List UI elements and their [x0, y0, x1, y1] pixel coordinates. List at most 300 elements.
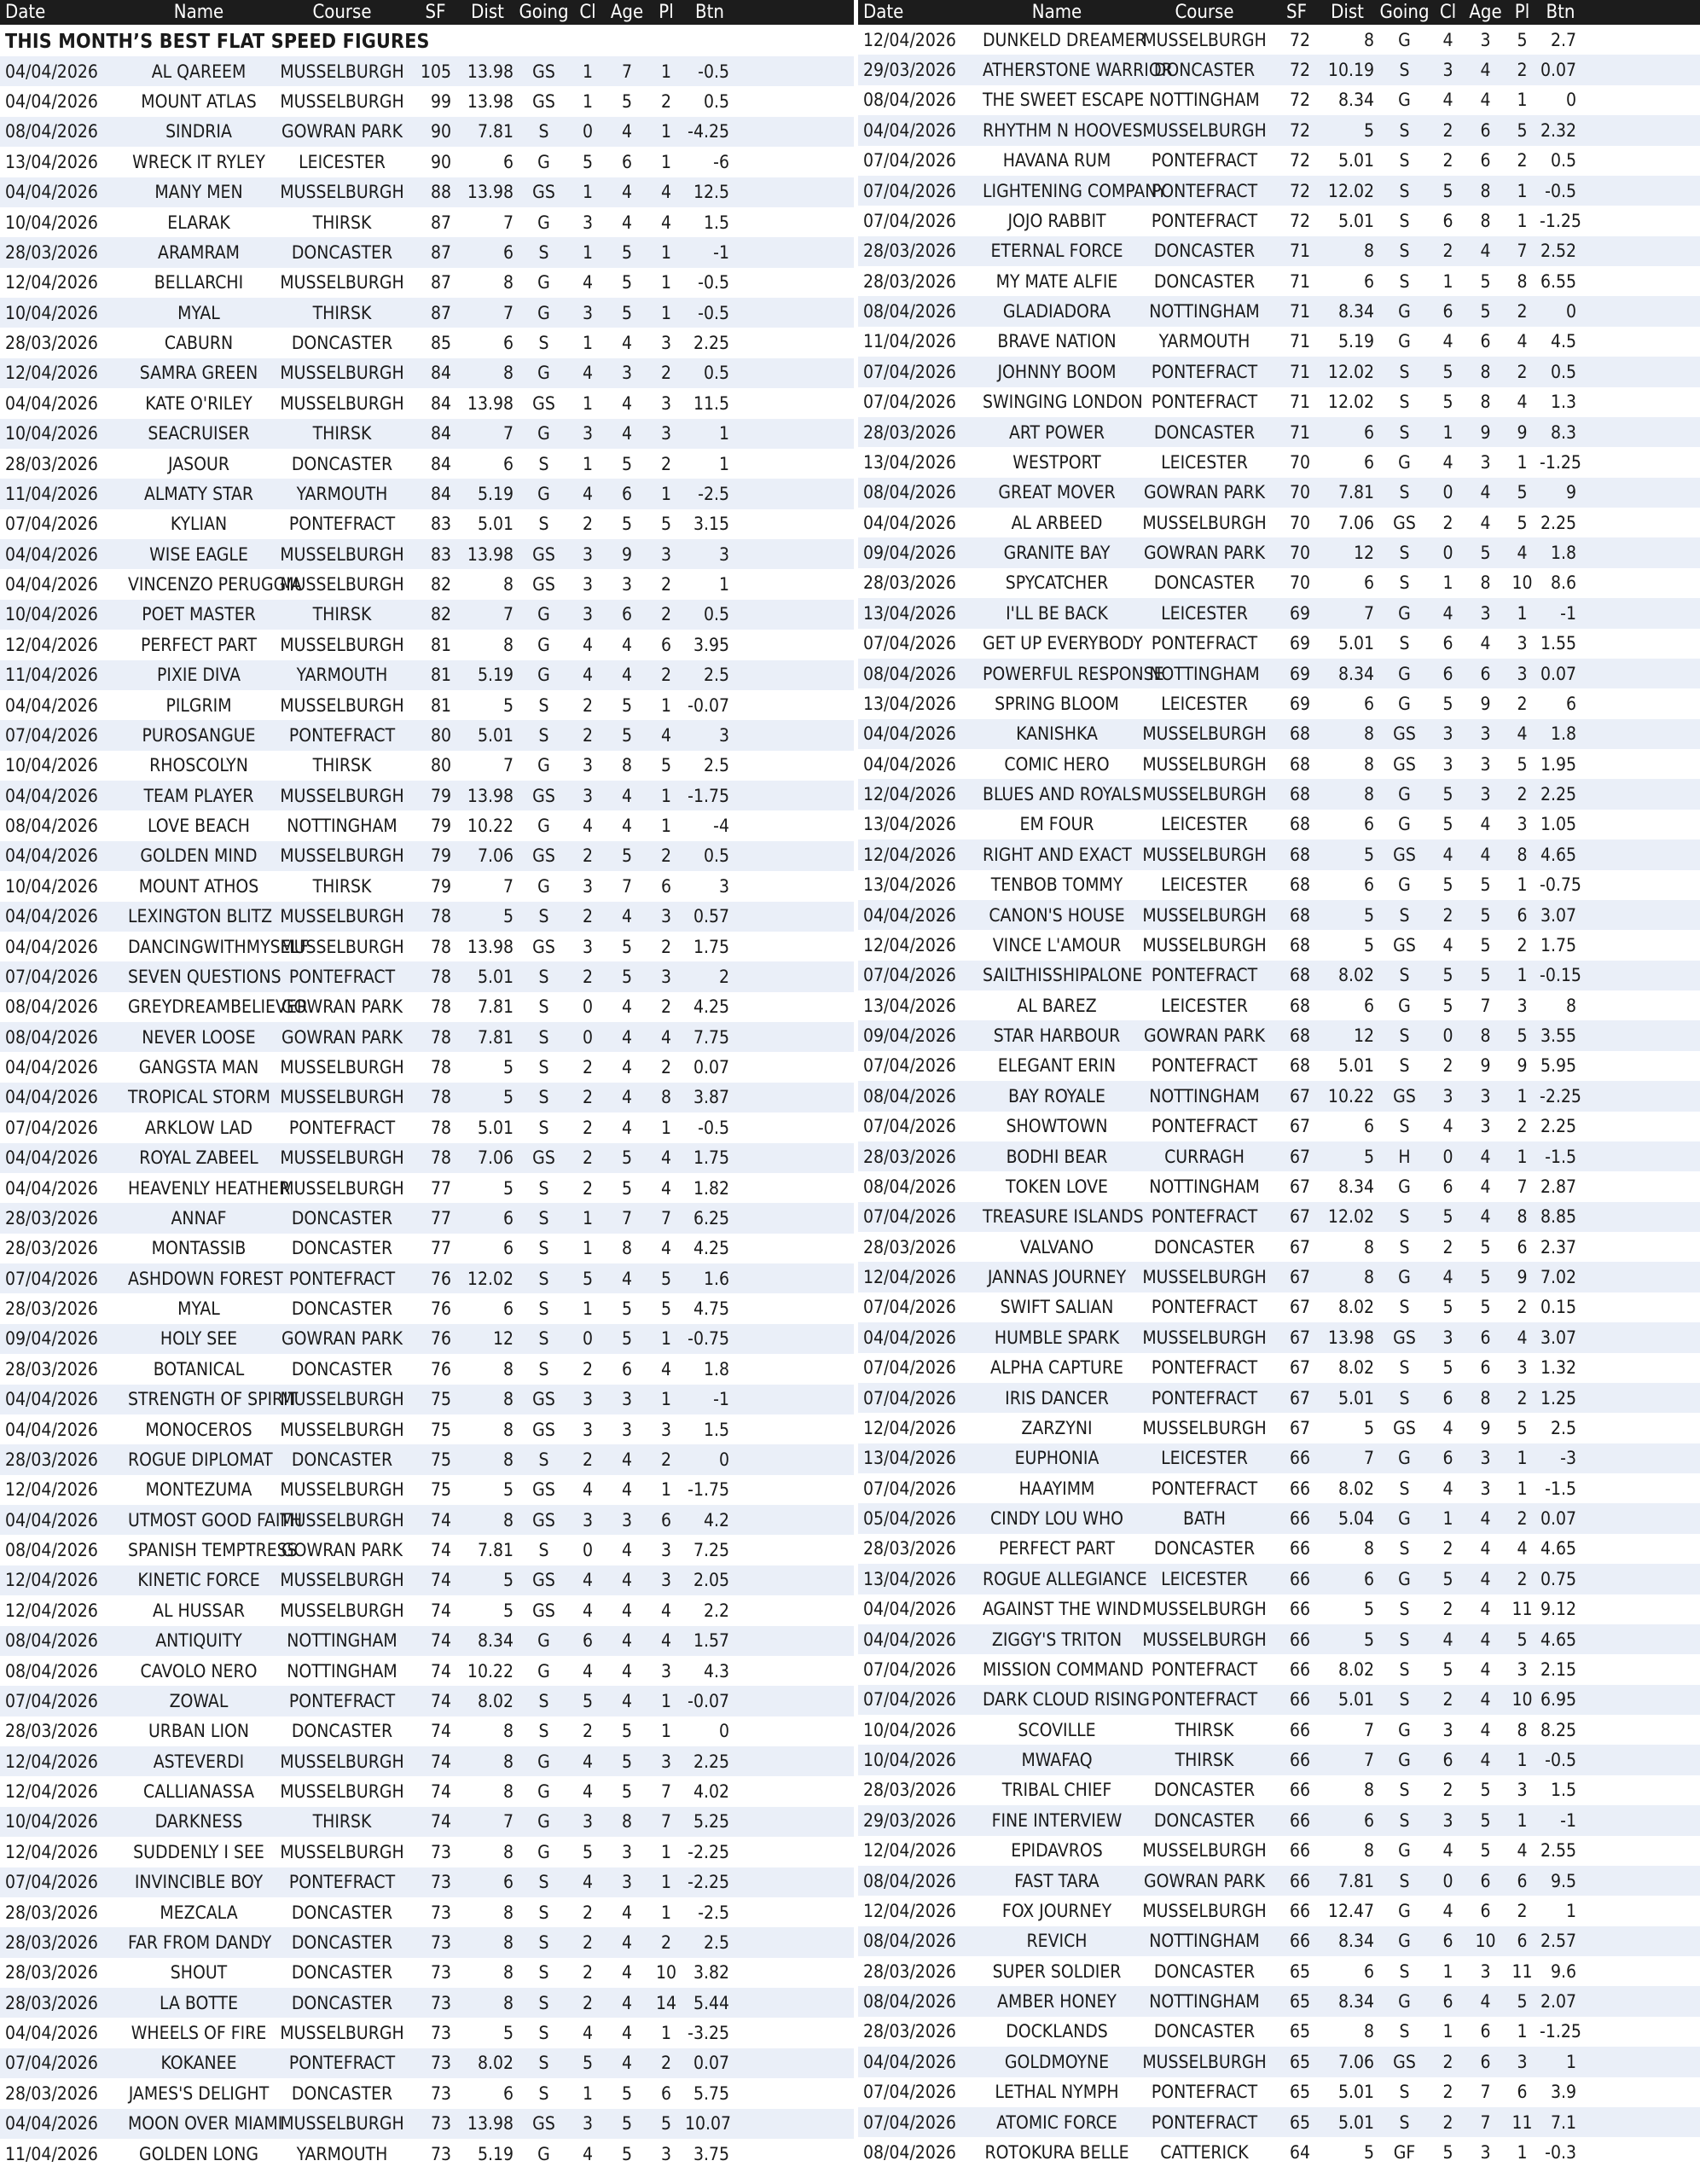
header-dist: Dist — [1331, 2, 1364, 23]
cell-place: 4 — [1517, 1840, 1528, 1862]
cell-course: PONTEFRACT — [288, 724, 396, 746]
cell-going: G — [1398, 1176, 1411, 1197]
cell-place: 2 — [1517, 1116, 1528, 1137]
cell-date: 04/04/2026 — [5, 91, 98, 113]
table-row — [858, 598, 1700, 628]
cell-place: 4 — [660, 1026, 672, 1048]
cell-beaten: 0.5 — [1550, 150, 1576, 171]
cell-going: G — [1398, 301, 1411, 322]
cell-sf: 87 — [430, 272, 451, 293]
cell-beaten: 1.8 — [1550, 543, 1576, 564]
cell-date: 12/04/2026 — [863, 1267, 956, 1288]
cell-going: S — [1399, 1116, 1410, 1137]
table-row — [858, 1171, 1700, 1201]
cell-class: 4 — [582, 272, 594, 293]
cell-dist: 8.34 — [1337, 1176, 1374, 1197]
cell-course: MUSSELBURGH — [280, 634, 404, 655]
cell-beaten: 5.44 — [693, 1992, 729, 2013]
cell-name: FAST TARA — [1014, 1870, 1099, 1891]
cell-date: 07/04/2026 — [863, 150, 956, 171]
cell-dist: 5 — [502, 2023, 513, 2044]
cell-going: G — [537, 423, 550, 444]
cell-name: AL HUSSAR — [153, 1600, 245, 1621]
cell-going: S — [538, 1026, 549, 1048]
cell-age: 8 — [621, 1238, 633, 1259]
cell-dist: 5.04 — [1337, 1508, 1374, 1530]
cell-age: 3 — [621, 363, 633, 384]
cell-age: 4 — [621, 665, 633, 686]
table-row — [0, 2109, 854, 2139]
cell-date: 28/03/2026 — [5, 241, 98, 263]
cell-beaten: 2.5 — [703, 1931, 729, 1953]
cell-course: MUSSELBURGH — [1142, 904, 1267, 926]
cell-dist: 12.02 — [467, 1268, 513, 1289]
cell-going: H — [1398, 1146, 1411, 1167]
cell-going: G — [537, 363, 550, 384]
cell-name: MYAL — [177, 1298, 220, 1320]
cell-sf: 78 — [430, 1147, 451, 1169]
cell-date: 04/04/2026 — [5, 2023, 98, 2044]
cell-sf: 84 — [430, 392, 451, 414]
cell-age: 4 — [1480, 482, 1491, 503]
cell-class: 2 — [1442, 1236, 1453, 1258]
cell-place: 3 — [660, 1751, 672, 1772]
cell-class: 2 — [582, 1177, 594, 1199]
table-row — [0, 932, 854, 961]
cell-class: 4 — [582, 2023, 594, 2044]
cell-place: 1 — [1517, 874, 1528, 896]
table-row — [0, 509, 854, 539]
cell-class: 4 — [1442, 29, 1453, 50]
cell-dist: 5.01 — [1337, 1387, 1374, 1409]
cell-class: 5 — [1442, 180, 1453, 201]
cell-date: 12/04/2026 — [863, 934, 956, 956]
cell-name: STAR HARBOUR — [993, 1025, 1121, 1047]
cell-class: 3 — [582, 1419, 594, 1440]
cell-sf: 65 — [1289, 1960, 1310, 1982]
cell-course: NOTTINGHAM — [1149, 663, 1260, 684]
cell-place: 8 — [660, 1087, 672, 1108]
cell-dist: 8 — [502, 1449, 513, 1470]
cell-name: THE SWEET ESCAPE — [983, 90, 1145, 111]
cell-name: AL QAREEM — [151, 61, 247, 82]
cell-course: PONTEFRACT — [1151, 1116, 1258, 1137]
cell-class: 5 — [1442, 1357, 1453, 1379]
cell-sf: 66 — [1289, 1689, 1310, 1711]
cell-age: 4 — [1480, 633, 1491, 654]
cell-going: G — [1398, 1719, 1411, 1740]
cell-dist: 7 — [1363, 1750, 1374, 1771]
cell-beaten: 0.5 — [703, 363, 729, 384]
cell-date: 28/03/2026 — [5, 1962, 98, 1984]
cell-dist: 5 — [1363, 844, 1374, 865]
cell-beaten: -0.07 — [688, 694, 729, 716]
cell-beaten: -2.5 — [698, 483, 729, 504]
cell-course: PONTEFRACT — [1151, 150, 1258, 171]
cell-class: 5 — [1442, 965, 1453, 986]
cell-beaten: 5.75 — [693, 2082, 729, 2104]
cell-age: 5 — [621, 694, 633, 716]
cell-going: S — [1399, 1809, 1410, 1831]
cell-name: CALLIANASSA — [143, 1781, 254, 1803]
cell-beaten: -0.5 — [1545, 1750, 1576, 1771]
cell-place: 2 — [660, 574, 672, 595]
cell-place: 1 — [660, 302, 672, 323]
cell-course: MUSSELBURGH — [280, 574, 404, 595]
cell-class: 2 — [582, 1449, 594, 1470]
cell-place: 1 — [1517, 451, 1528, 473]
cell-going: S — [538, 694, 549, 716]
cell-name: FINE INTERVIEW — [991, 1809, 1123, 1831]
cell-date: 04/04/2026 — [5, 543, 98, 565]
cell-class: 5 — [1442, 1568, 1453, 1589]
left-header-row — [0, 0, 854, 25]
cell-course: LEICESTER — [1161, 1568, 1248, 1589]
table-row — [0, 1595, 854, 1625]
table-row — [0, 660, 854, 690]
cell-place: 2 — [1517, 1508, 1528, 1530]
table-row — [858, 900, 1700, 930]
cell-name: NEVER LOOSE — [142, 1026, 256, 1048]
cell-sf: 79 — [430, 816, 451, 837]
cell-place: 2 — [1517, 1297, 1528, 1318]
cell-name: SWINGING LONDON — [983, 392, 1143, 413]
cell-date: 13/04/2026 — [863, 1568, 956, 1589]
cell-dist: 5 — [502, 1570, 513, 1591]
cell-age: 4 — [621, 1570, 633, 1591]
cell-name: SINDRIA — [165, 121, 232, 142]
cell-beaten: 3 — [718, 724, 729, 746]
table-row — [0, 328, 854, 357]
cell-sf: 72 — [1289, 180, 1310, 201]
cell-going: GS — [532, 543, 555, 565]
cell-class: 2 — [582, 1057, 594, 1078]
cell-going: S — [1399, 543, 1410, 564]
cell-sf: 67 — [1289, 1085, 1310, 1107]
cell-beaten: 6 — [1565, 693, 1576, 714]
cell-name: KANISHKA — [1016, 723, 1098, 745]
cell-place: 3 — [1517, 995, 1528, 1016]
cell-sf: 71 — [1289, 361, 1310, 382]
cell-age: 5 — [621, 1721, 633, 1742]
cell-going: GS — [1393, 723, 1416, 745]
cell-course: YARMOUTH — [296, 2143, 388, 2164]
cell-sf: 77 — [430, 1238, 451, 1259]
cell-sf: 70 — [1289, 451, 1310, 473]
cell-sf: 68 — [1289, 753, 1310, 775]
cell-name: GOLDEN LONG — [138, 2143, 259, 2164]
cell-going: S — [1399, 119, 1410, 141]
cell-place: 3 — [660, 543, 672, 565]
table-row — [0, 1897, 854, 1927]
cell-name: RHYTHM N HOOVES — [983, 119, 1143, 141]
cell-dist: 6 — [1363, 693, 1374, 714]
cell-sf: 72 — [1289, 210, 1310, 231]
cell-dist: 6 — [1363, 270, 1374, 292]
cell-age: 3 — [621, 1419, 633, 1440]
cell-course: MUSSELBURGH — [280, 1419, 404, 1440]
cell-sf: 73 — [430, 2023, 451, 2044]
cell-sf: 71 — [1289, 331, 1310, 352]
cell-sf: 87 — [430, 241, 451, 263]
cell-dist: 8 — [1363, 1780, 1374, 1801]
cell-age: 6 — [1480, 2021, 1491, 2042]
cell-place: 11 — [1511, 1599, 1533, 1620]
cell-class: 2 — [1442, 1055, 1453, 1077]
cell-name: ARKLOW LAD — [144, 1117, 253, 1138]
cell-class: 2 — [1442, 1689, 1453, 1711]
table-row — [0, 630, 854, 659]
cell-age: 4 — [1480, 241, 1491, 262]
cell-age: 4 — [621, 1690, 633, 1711]
cell-dist: 5.01 — [1337, 1055, 1374, 1077]
cell-place: 1 — [1517, 1146, 1528, 1167]
cell-date: 07/04/2026 — [863, 210, 956, 231]
cell-going: S — [538, 906, 549, 927]
cell-going: S — [538, 1992, 549, 2013]
cell-beaten: 1.75 — [693, 1147, 729, 1169]
cell-going: G — [537, 1811, 550, 1833]
cell-sf: 72 — [1289, 60, 1310, 81]
cell-date: 07/04/2026 — [863, 633, 956, 654]
cell-beaten: 3.82 — [693, 1962, 729, 1984]
cell-date: 04/04/2026 — [5, 1389, 98, 1410]
cell-going: S — [538, 333, 549, 354]
cell-sf: 76 — [430, 1358, 451, 1380]
cell-course: MUSSELBURGH — [280, 1509, 404, 1531]
cell-dist: 6 — [502, 2082, 513, 2104]
table-row — [0, 2139, 854, 2169]
cell-sf: 72 — [1289, 150, 1310, 171]
cell-beaten: 2.55 — [1540, 1840, 1576, 1862]
cell-going: S — [1399, 210, 1410, 231]
cell-dist: 6 — [1363, 451, 1374, 473]
table-row — [0, 902, 854, 932]
table-row — [858, 2137, 1700, 2167]
cell-class: 5 — [1442, 874, 1453, 896]
header-class: Cl — [579, 2, 596, 23]
cell-going: GS — [1393, 1417, 1416, 1438]
table-row — [858, 387, 1700, 417]
cell-class: 0 — [582, 1540, 594, 1561]
cell-course: GOWRAN PARK — [281, 996, 403, 1018]
cell-going: G — [1398, 602, 1411, 624]
table-row — [858, 417, 1700, 447]
cell-date: 13/04/2026 — [863, 874, 956, 896]
table-row — [0, 1837, 854, 1867]
cell-name: EM FOUR — [1019, 814, 1094, 835]
cell-class: 2 — [1442, 119, 1453, 141]
cell-going: S — [538, 724, 549, 746]
cell-beaten: 1 — [718, 574, 729, 595]
cell-date: 12/04/2026 — [5, 1781, 98, 1803]
cell-date: 28/03/2026 — [863, 1236, 956, 1258]
cell-place: 2 — [1517, 150, 1528, 171]
cell-course: YARMOUTH — [296, 483, 388, 504]
cell-date: 28/03/2026 — [863, 1538, 956, 1560]
cell-dist: 6 — [502, 1872, 513, 1893]
cell-date: 07/04/2026 — [863, 1387, 956, 1409]
cell-beaten: 8.85 — [1540, 1206, 1576, 1228]
cell-name: TENBOB TOMMY — [990, 874, 1123, 896]
cell-class: 0 — [582, 121, 594, 142]
cell-course: PONTEFRACT — [288, 1872, 396, 1893]
cell-sf: 67 — [1289, 1327, 1310, 1348]
cell-date: 28/03/2026 — [5, 1238, 98, 1259]
cell-beaten: 2.37 — [1540, 1236, 1576, 1258]
cell-place: 1 — [660, 1841, 672, 1862]
cell-sf: 67 — [1289, 1297, 1310, 1318]
cell-class: 1 — [582, 333, 594, 354]
cell-date: 12/04/2026 — [5, 1841, 98, 1862]
cell-class: 1 — [1442, 421, 1453, 443]
cell-beaten: 3.87 — [693, 1087, 729, 1108]
cell-place: 4 — [660, 1147, 672, 1169]
cell-sf: 69 — [1289, 693, 1310, 714]
cell-sf: 74 — [430, 1751, 451, 1772]
cell-course: PONTEFRACT — [1151, 633, 1258, 654]
cell-dist: 8 — [1363, 1538, 1374, 1560]
cell-age: 3 — [621, 1872, 633, 1893]
cell-name: MONTASSIB — [151, 1238, 247, 1259]
cell-course: YARMOUTH — [296, 665, 388, 686]
table-row — [858, 508, 1700, 537]
cell-dist: 6 — [1363, 572, 1374, 594]
cell-place: 7 — [660, 1781, 672, 1803]
cell-class: 1 — [582, 241, 594, 263]
cell-sf: 68 — [1289, 1055, 1310, 1077]
cell-class: 3 — [582, 212, 594, 233]
cell-place: 4 — [1517, 723, 1528, 745]
cell-place: 4 — [1517, 1327, 1528, 1348]
cell-sf: 69 — [1289, 633, 1310, 654]
cell-course: NOTTINGHAM — [287, 1660, 397, 1682]
cell-course: MUSSELBURGH — [1142, 1629, 1267, 1650]
table-row — [858, 1745, 1700, 1774]
cell-going: G — [1398, 1840, 1411, 1862]
cell-place: 2 — [660, 665, 672, 686]
cell-place: 7 — [660, 1207, 672, 1228]
cell-date: 09/04/2026 — [863, 1025, 956, 1047]
cell-age: 8 — [1480, 392, 1491, 413]
cell-place: 3 — [1517, 1780, 1528, 1801]
cell-class: 3 — [1442, 1085, 1453, 1107]
cell-going: S — [1399, 180, 1410, 201]
table-row — [0, 961, 854, 991]
cell-beaten: 12.5 — [693, 182, 729, 203]
cell-beaten: 2.2 — [703, 1600, 729, 1621]
cell-name: SPANISH TEMPTRESS — [128, 1540, 298, 1561]
cell-date: 04/04/2026 — [5, 182, 98, 203]
cell-sf: 64 — [1289, 2141, 1310, 2163]
cell-going: G — [537, 665, 550, 686]
cell-beaten: 0.5 — [703, 604, 729, 625]
cell-course: MUSSELBURGH — [280, 272, 404, 293]
cell-name: RHOSCOLYN — [149, 755, 248, 776]
cell-place: 1 — [660, 816, 672, 837]
cell-beaten: 3.15 — [693, 514, 729, 535]
cell-date: 04/04/2026 — [863, 753, 956, 775]
cell-date: 11/04/2026 — [5, 2143, 98, 2164]
cell-class: 4 — [1442, 1840, 1453, 1862]
cell-date: 04/04/2026 — [863, 1327, 956, 1348]
cell-name: MOUNT ATHOS — [138, 875, 259, 897]
cell-sf: 105 — [420, 61, 451, 82]
table-row — [858, 1654, 1700, 1684]
cell-date: 13/04/2026 — [863, 1448, 956, 1469]
cell-age: 4 — [1480, 1538, 1491, 1560]
cell-sf: 73 — [430, 1962, 451, 1984]
cell-place: 1 — [1517, 1478, 1528, 1499]
cell-class: 3 — [582, 875, 594, 897]
cell-date: 11/04/2026 — [5, 483, 98, 504]
cell-going: G — [1398, 90, 1411, 111]
cell-date: 07/04/2026 — [863, 2082, 956, 2103]
cell-dist: 8 — [1363, 29, 1374, 50]
cell-going: S — [1399, 1297, 1410, 1318]
cell-going: GF — [1393, 2141, 1416, 2163]
cell-beaten: -1 — [713, 241, 729, 263]
cell-going: G — [537, 2143, 550, 2164]
cell-age: 4 — [1480, 1508, 1491, 1530]
table-row — [858, 1262, 1700, 1292]
cell-place: 3 — [660, 966, 672, 987]
cell-class: 5 — [582, 1268, 594, 1289]
cell-place: 6 — [1517, 904, 1528, 926]
table-row — [858, 1896, 1700, 1926]
cell-name: LA BOTTE — [159, 1992, 239, 2013]
cell-name: JAMES'S DELIGHT — [128, 2082, 270, 2104]
cell-course: THIRSK — [312, 302, 372, 323]
cell-dist: 7.06 — [1337, 512, 1374, 533]
cell-course: MUSSELBURGH — [280, 1147, 404, 1169]
cell-place: 1 — [1517, 1085, 1528, 1107]
cell-date: 13/04/2026 — [863, 693, 956, 714]
cell-class: 1 — [1442, 270, 1453, 292]
cell-going: G — [1398, 1448, 1411, 1469]
table-row — [858, 1503, 1700, 1533]
cell-sf: 73 — [430, 1872, 451, 1893]
cell-date: 08/04/2026 — [5, 996, 98, 1018]
table-row — [858, 779, 1700, 809]
cell-dist: 5.01 — [477, 966, 513, 987]
cell-date: 28/03/2026 — [863, 421, 956, 443]
cell-beaten: 2.15 — [1540, 1658, 1576, 1680]
cell-name: JOHNNY BOOM — [997, 361, 1117, 382]
cell-dist: 5.01 — [477, 724, 513, 746]
cell-age: 4 — [621, 1087, 633, 1108]
cell-place: 5 — [1517, 119, 1528, 141]
cell-place: 4 — [660, 1600, 672, 1621]
cell-name: ALPHA CAPTURE — [990, 1357, 1123, 1379]
cell-age: 8 — [1480, 361, 1491, 382]
cell-going: S — [538, 121, 549, 142]
cell-dist: 8 — [502, 574, 513, 595]
cell-class: 4 — [582, 1781, 594, 1803]
table-row — [0, 147, 854, 177]
cell-course: DONCASTER — [291, 1449, 393, 1470]
cell-age: 4 — [621, 1117, 633, 1138]
table-row — [858, 629, 1700, 659]
cell-class: 4 — [582, 1479, 594, 1501]
cell-place: 1 — [660, 272, 672, 293]
cell-beaten: -2.25 — [688, 1872, 729, 1893]
cell-course: MUSSELBURGH — [280, 1087, 404, 1108]
cell-beaten: 6.25 — [693, 1207, 729, 1228]
cell-name: LETHAL NYMPH — [995, 2082, 1119, 2103]
cell-sf: 74 — [430, 1721, 451, 1742]
cell-course: PONTEFRACT — [1151, 1206, 1258, 1228]
